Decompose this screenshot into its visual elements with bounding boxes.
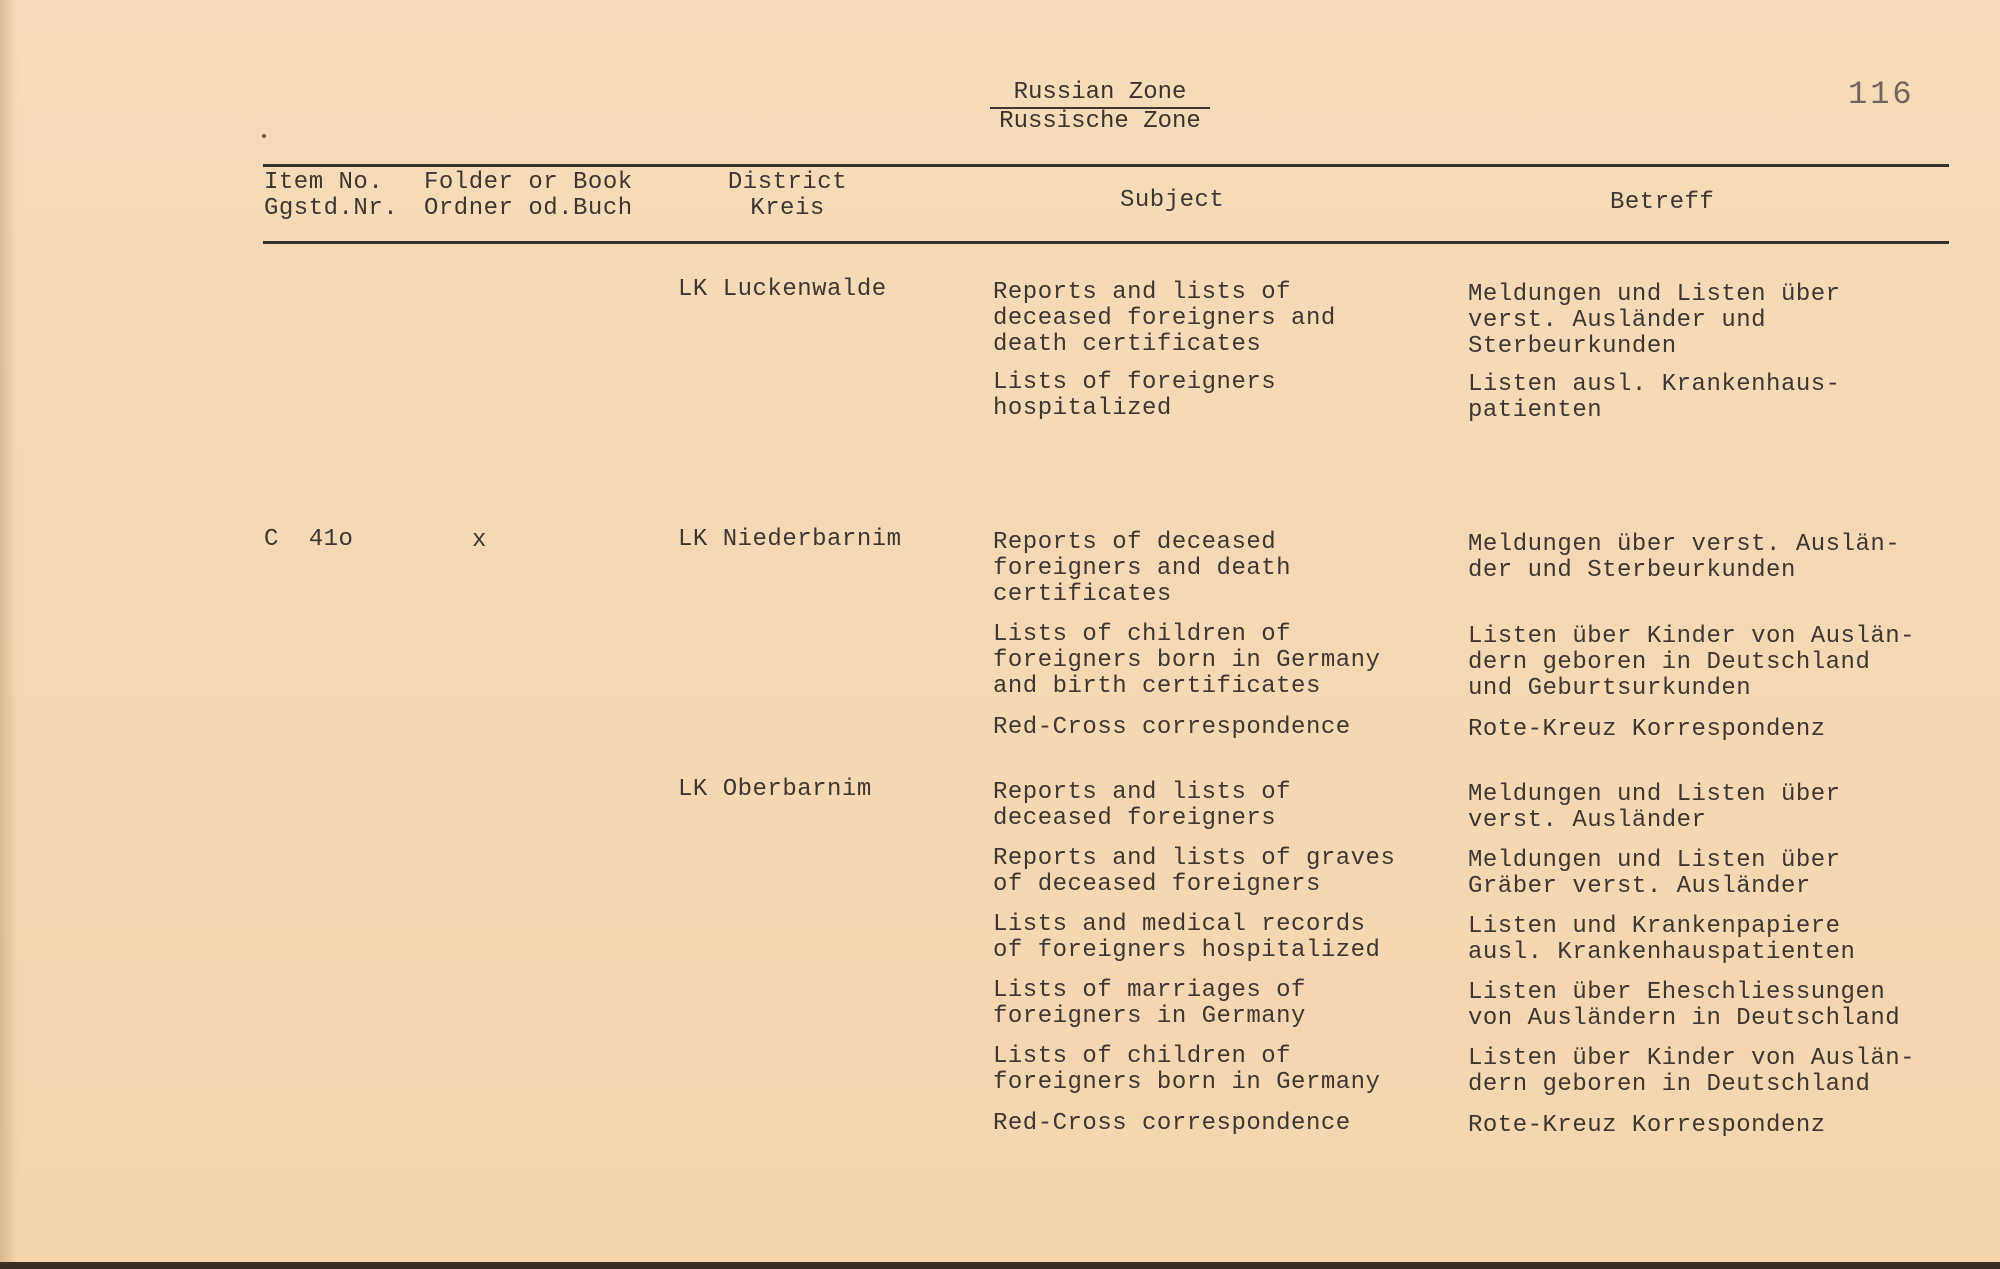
- betreff-entry: Rote-Kreuz Korrespondenz: [1468, 1112, 1826, 1139]
- district-niederbarnim: LK Niederbarnim: [678, 526, 902, 553]
- subject-entry: Lists of children of foreigners born in Germany: [993, 1043, 1381, 1096]
- subject-entry: Lists and medical records of foreigners hospitalized: [993, 911, 1381, 964]
- column-header-district-english: District: [727, 169, 848, 196]
- betreff-entry: Rote-Kreuz Korrespondenz: [1468, 716, 1826, 743]
- table-header-rule: [263, 241, 1949, 244]
- column-header-item-no-english: Item No.: [264, 169, 384, 196]
- betreff-entry: Listen ausl. Krankenhaus- patienten: [1468, 371, 1841, 424]
- zone-title-english: Russian Zone: [1013, 79, 1187, 106]
- betreff-entry: Listen über Kinder von Auslän- dern geboren in Deutschland und Geburtsurkunden: [1468, 623, 1916, 702]
- betreff-entry: Listen über Eheschliessungen von Ausländern in Deutschland: [1468, 979, 1901, 1032]
- scan-bottom-edge: [0, 1262, 2000, 1269]
- column-header-betreff: Betreff: [1610, 189, 1715, 216]
- column-header-folder-english: Folder or Book: [424, 169, 633, 196]
- betreff-entry: Meldungen über verst. Auslän- der und Sterbeurkunden: [1468, 531, 1901, 584]
- district-oberbarnim: LK Oberbarnim: [678, 776, 872, 803]
- subject-entry: Reports and lists of deceased foreigners: [993, 779, 1292, 832]
- subject-entry: Lists of children of foreigners born in Germany and birth certificates: [993, 621, 1381, 700]
- page-number: 116: [1848, 76, 1915, 113]
- betreff-entry: Meldungen und Listen über verst. Ausländer: [1468, 781, 1841, 834]
- column-header-district-german: Kreis: [750, 195, 825, 222]
- table-top-rule: [263, 164, 1949, 167]
- subject-entry: Red-Cross correspondence: [993, 714, 1351, 741]
- column-header-item-no: [264, 170, 398, 222]
- folder-mark: x: [472, 527, 487, 554]
- subject-entry: Red-Cross correspondence: [993, 1110, 1351, 1137]
- zone-heading: [990, 80, 1210, 135]
- item-number: C 41o: [264, 526, 354, 553]
- page-edge-shadow: [0, 0, 18, 1262]
- column-header-district: [700, 170, 875, 222]
- paper-speck: [262, 134, 266, 138]
- subject-entry: Reports and lists of graves of deceased foreigners: [993, 845, 1396, 898]
- betreff-entry: Listen und Krankenpapiere ausl. Krankenhauspatienten: [1468, 913, 1856, 966]
- column-header-folder-german: Ordner od.Buch: [424, 195, 633, 222]
- subject-entry: Reports of deceased foreigners and death certificates: [993, 529, 1292, 608]
- column-header-subject: Subject: [1120, 187, 1225, 214]
- column-header-folder: [424, 170, 633, 222]
- zone-title-german: Russische Zone: [999, 108, 1201, 135]
- subject-entry: Reports and lists of deceased foreigners and death certificates: [993, 279, 1336, 358]
- district-luckenwalde: LK Luckenwalde: [678, 276, 887, 303]
- column-header-item-no-german: Ggstd.Nr.: [264, 195, 399, 222]
- subject-entry: Lists of marriages of foreigners in Germany: [993, 977, 1306, 1030]
- betreff-entry: Meldungen und Listen über verst. Ausländer und Sterbeurkunden: [1468, 281, 1841, 360]
- betreff-entry: Listen über Kinder von Auslän- dern geboren in Deutschland: [1468, 1045, 1916, 1098]
- betreff-entry: Meldungen und Listen über Gräber verst. Ausländer: [1468, 847, 1841, 900]
- subject-entry: Lists of foreigners hospitalized: [993, 369, 1277, 422]
